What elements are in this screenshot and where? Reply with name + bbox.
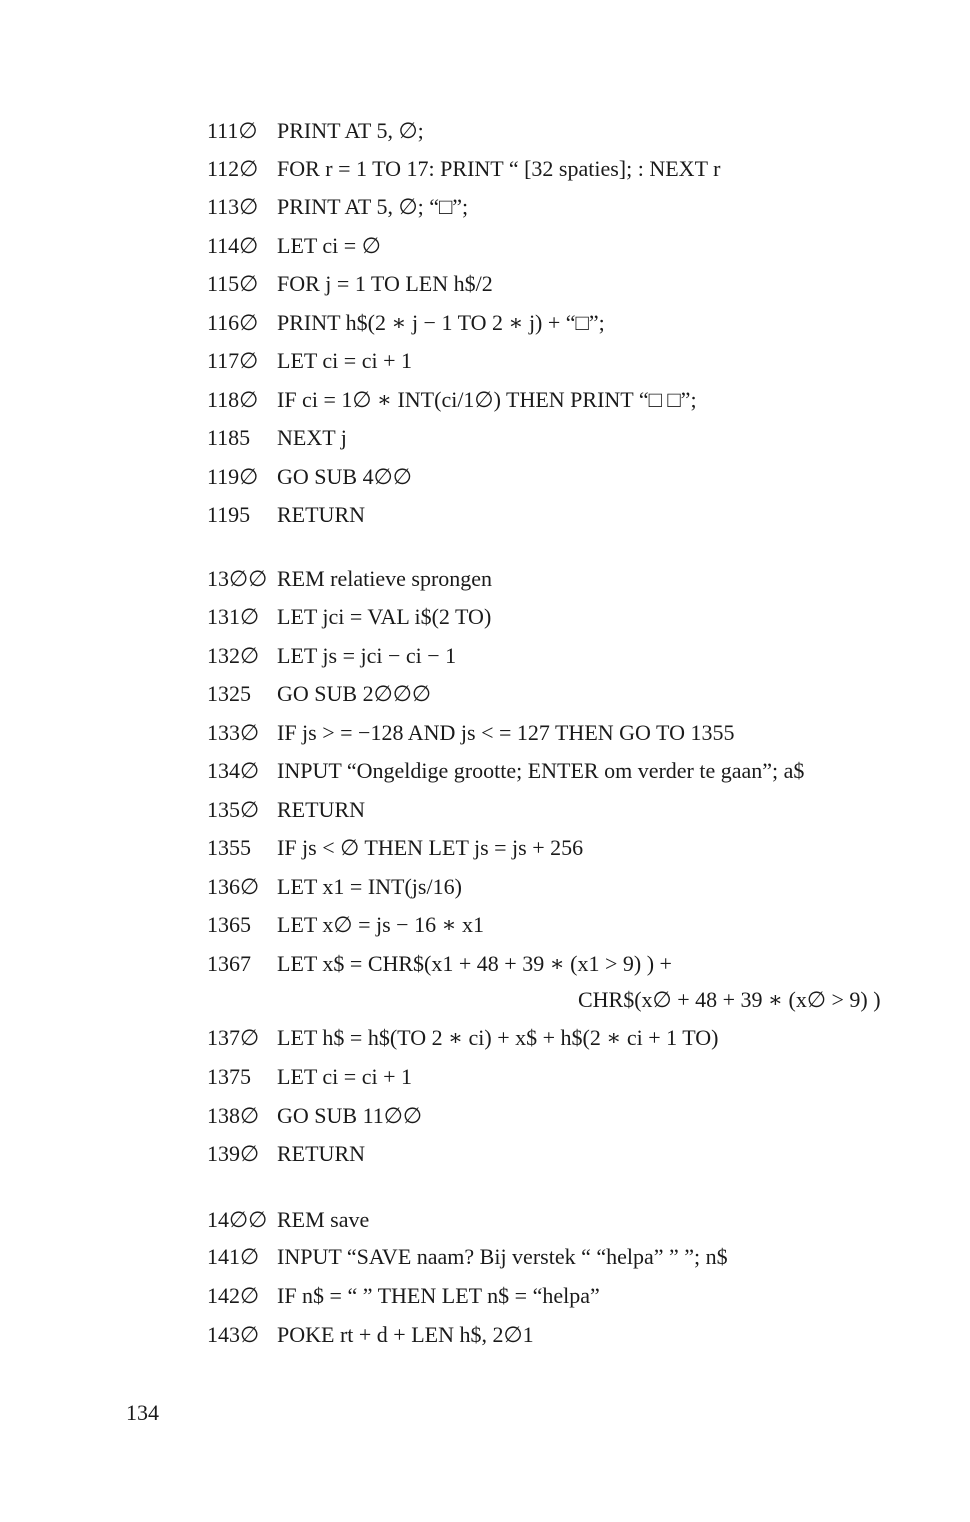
code-line xyxy=(0,639,970,673)
line-code: IF js < ∅ THEN LET js = js + 256 xyxy=(277,835,584,860)
line-number: 1365 xyxy=(207,912,251,937)
code-line xyxy=(0,1060,970,1094)
code-line xyxy=(0,421,970,455)
code-line xyxy=(0,754,970,788)
line-number: 114∅ xyxy=(207,233,259,258)
line-number: 137∅ xyxy=(207,1025,260,1050)
line-number: 133∅ xyxy=(207,720,260,745)
line-code: NEXT j xyxy=(277,425,347,450)
code-line xyxy=(0,947,970,981)
line-code: GO SUB 4∅∅ xyxy=(277,464,412,489)
line-code: IF n$ = “ ” THEN LET n$ = “helpa” xyxy=(277,1283,600,1308)
line-number: 1355 xyxy=(207,835,251,860)
code-line xyxy=(0,1203,970,1237)
line-number: 115∅ xyxy=(207,271,259,296)
line-code: PRINT AT 5, ∅; xyxy=(277,118,424,143)
code-line xyxy=(0,383,970,417)
line-code: POKE rt + d + LEN h$, 2∅1 xyxy=(277,1322,534,1347)
line-code: LET ci = ci + 1 xyxy=(277,348,412,373)
code-line xyxy=(0,1021,970,1055)
line-code: LET js = jci − ci − 1 xyxy=(277,643,457,668)
line-code: INPUT “SAVE naam? Bij verstek “ “helpa” ” ”; n$ xyxy=(277,1244,728,1269)
line-number: 134∅ xyxy=(207,758,260,783)
code-line xyxy=(0,498,970,532)
line-number: 131∅ xyxy=(207,604,260,629)
code-line xyxy=(0,908,970,942)
line-number: 142∅ xyxy=(207,1283,260,1308)
line-number: 112∅ xyxy=(207,156,259,181)
line-code: INPUT “Ongeldige grootte; ENTER om verder te gaan”; a$ xyxy=(277,758,805,783)
line-code: RETURN xyxy=(277,1141,365,1166)
line-code: LET ci = ci + 1 xyxy=(277,1064,412,1089)
line-number: 1375 xyxy=(207,1064,251,1089)
line-code: RETURN xyxy=(277,502,365,527)
code-line xyxy=(0,190,970,224)
code-line xyxy=(0,1137,970,1171)
line-number: 111∅ xyxy=(207,118,258,143)
line-number: 119∅ xyxy=(207,464,259,489)
code-line xyxy=(0,152,970,186)
code-line-continuation xyxy=(0,983,970,1017)
code-line xyxy=(0,1240,970,1274)
code-line xyxy=(0,1099,970,1133)
line-number: 139∅ xyxy=(207,1141,260,1166)
line-number: 1185 xyxy=(207,425,251,450)
line-number: 143∅ xyxy=(207,1322,260,1347)
code-line xyxy=(0,306,970,340)
line-number: 136∅ xyxy=(207,874,260,899)
line-number: 1195 xyxy=(207,502,251,527)
code-line xyxy=(0,831,970,865)
page-number: 134 xyxy=(126,1400,159,1425)
line-code: LET x∅ = js − 16 ∗ x1 xyxy=(277,912,485,937)
line-number: 138∅ xyxy=(207,1103,260,1128)
code-line xyxy=(0,600,970,634)
line-code: IF ci = 1∅ ∗ INT(ci/1∅) THEN PRINT “□ □”; xyxy=(277,387,697,412)
line-number: 117∅ xyxy=(207,348,259,373)
line-number: 1325 xyxy=(207,681,251,706)
code-line xyxy=(0,1279,970,1313)
line-code: FOR r = 1 TO 17: PRINT “ [32 spaties]; : NEXT r xyxy=(277,156,721,181)
code-line xyxy=(0,114,970,148)
line-number: 113∅ xyxy=(207,194,259,219)
line-code: LET x1 = INT(js/16) xyxy=(277,874,462,899)
line-code: LET x$ = CHR$(x1 + 48 + 39 ∗ (x1 > 9) ) + xyxy=(277,951,672,976)
line-number: 14∅∅ xyxy=(207,1207,268,1232)
line-code: REM save xyxy=(277,1207,370,1232)
code-line xyxy=(0,1318,970,1352)
line-code: PRINT h$(2 ∗ j − 1 TO 2 ∗ j) + “□”; xyxy=(277,310,605,335)
code-line xyxy=(0,460,970,494)
code-line xyxy=(0,562,970,596)
line-number: 118∅ xyxy=(207,387,259,412)
line-code: GO SUB 11∅∅ xyxy=(277,1103,423,1128)
line-code: LET h$ = h$(TO 2 ∗ ci) + x$ + h$(2 ∗ ci + 1 TO) xyxy=(277,1025,719,1050)
line-number: 13∅∅ xyxy=(207,566,268,591)
line-code: IF js > = −128 AND js < = 127 THEN GO TO 1355 xyxy=(277,720,735,745)
code-line xyxy=(0,267,970,301)
line-code-continuation: CHR$(x∅ + 48 + 39 ∗ (x∅ > 9) ) xyxy=(578,987,881,1012)
line-code: REM relatieve sprongen xyxy=(277,566,493,591)
code-line xyxy=(0,870,970,904)
code-line xyxy=(0,344,970,378)
line-code: RETURN xyxy=(277,797,365,822)
code-line xyxy=(0,793,970,827)
code-line xyxy=(0,716,970,750)
code-line xyxy=(0,229,970,263)
line-code: PRINT AT 5, ∅; “□”; xyxy=(277,194,469,219)
line-code: LET jci = VAL i$(2 TO) xyxy=(277,604,492,629)
line-number: 132∅ xyxy=(207,643,260,668)
line-number: 135∅ xyxy=(207,797,260,822)
line-number: 141∅ xyxy=(207,1244,260,1269)
line-code: LET ci = ∅ xyxy=(277,233,381,258)
line-number: 1367 xyxy=(207,951,251,976)
line-code: FOR j = 1 TO LEN h$/2 xyxy=(277,271,493,296)
line-number: 116∅ xyxy=(207,310,259,335)
line-code: GO SUB 2∅∅∅ xyxy=(277,681,432,706)
code-line xyxy=(0,677,970,711)
